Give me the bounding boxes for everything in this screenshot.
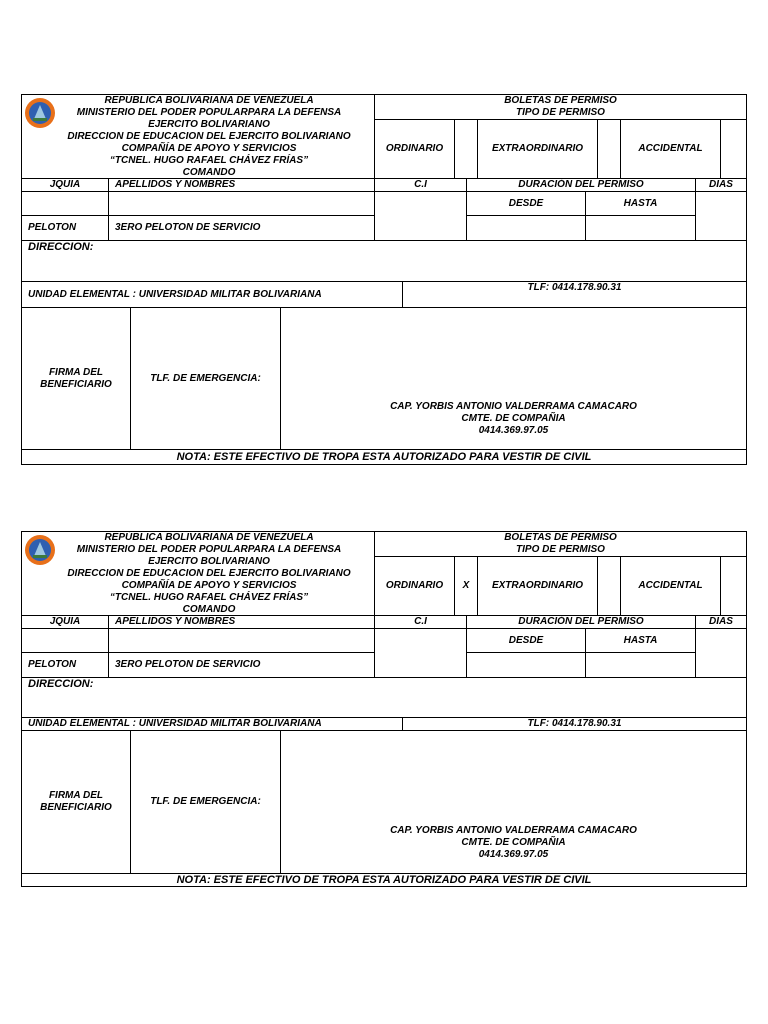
hasta-header: HASTA — [585, 628, 696, 653]
firma-line: FIRMA DEL — [48, 790, 104, 801]
hasta-header: HASTA — [585, 191, 696, 216]
hasta-input[interactable] — [585, 215, 696, 241]
permit-title — [374, 94, 747, 120]
header-line: COMANDO — [182, 166, 236, 178]
ordinario-checkbox[interactable] — [454, 119, 478, 179]
firma-line: BENEFICIARIO — [40, 378, 112, 390]
header-line: EJERCITO BOLIVARIANO — [148, 555, 270, 567]
accidental-checkbox[interactable] — [720, 119, 747, 179]
permit-title-text: BOLETAS DE PERMISO — [504, 532, 617, 543]
firma-beneficiario[interactable] — [21, 307, 131, 450]
commander-signature — [280, 730, 747, 874]
header-line: REPÚBLICA BOLIVARIANA DE VENEZUELA — [104, 94, 314, 106]
extraordinario-checkbox[interactable] — [597, 556, 621, 616]
ci-header: C.I — [374, 178, 467, 192]
apellidos-input[interactable] — [108, 191, 375, 216]
dias-header: DIAS — [695, 178, 747, 192]
jquia-header: JQUIA — [21, 178, 109, 192]
army-shield-icon — [24, 97, 56, 129]
header-block — [21, 531, 375, 616]
accidental-checkbox[interactable] — [720, 556, 747, 616]
commander-phone: 0414.369.97.05 — [478, 849, 549, 860]
direccion-field[interactable]: DIRECCION: — [21, 240, 747, 282]
commander-title: CMTE. DE COMPAÑIA — [461, 413, 566, 424]
desde-header: DESDE — [466, 628, 586, 653]
unidad-elemental: UNIDAD ELEMENTAL : UNIVERSIDAD MILITAR BOLIVARIANA — [21, 281, 403, 308]
ordinario-label: ORDINARIO — [374, 119, 455, 179]
unidad-elemental: UNIDAD ELEMENTAL : UNIVERSIDAD MILITAR BOLIVARIANA — [21, 717, 403, 731]
commander-phone: 0414.369.97.05 — [478, 425, 549, 436]
permit-form-2 — [21, 531, 747, 887]
commander-name: CAP. YORBIS ANTONIO VALDERRAMA CAMACARO — [390, 401, 637, 412]
firma-line: FIRMA DEL — [48, 366, 104, 378]
header-line: COMANDO — [182, 603, 236, 615]
emergencia-field[interactable]: TLF. DE EMERGENCIA: — [130, 307, 281, 450]
jquia-input[interactable] — [21, 628, 109, 653]
header-line: MINISTERIO DEL PODER POPULARPARA LA DEFENSA — [76, 543, 342, 555]
extraordinario-label: EXTRAORDINARIO — [477, 556, 598, 616]
permit-subtitle-text: TIPO DE PERMISO — [516, 544, 605, 555]
header-line: REPÚBLICA BOLIVARIANA DE VENEZUELA — [104, 531, 314, 543]
jquia-header: JQUIA — [21, 615, 109, 629]
accidental-label: ACCIDENTAL — [620, 119, 721, 179]
header-line: EJERCITO BOLIVARIANO — [148, 118, 270, 130]
hasta-input[interactable] — [585, 652, 696, 678]
header-block — [21, 94, 375, 179]
permit-form-1 — [21, 94, 747, 465]
commander-signature — [280, 307, 747, 450]
army-shield-icon — [24, 534, 56, 566]
apellidos-header: APELLIDOS Y NOMBRES — [108, 178, 375, 192]
duracion-header: DURACIÓN DEL PERMISO — [466, 615, 696, 629]
dias-input[interactable] — [695, 191, 747, 241]
desde-input[interactable] — [466, 215, 586, 241]
header-line: DIRECCION DE EDUCACION DEL EJERCITO BOLIVARIANO — [67, 567, 351, 579]
peloton-label: PELOTON — [21, 652, 109, 678]
peloton-value: 3ERO PELOTON DE SERVICIO — [108, 652, 375, 678]
commander-name: CAP. YORBIS ANTONIO VALDERRAMA CAMACARO — [390, 825, 637, 836]
peloton-label: PELOTON — [21, 215, 109, 241]
apellidos-header: APELLIDOS Y NOMBRES — [108, 615, 375, 629]
permit-title — [374, 531, 747, 557]
desde-header: DESDE — [466, 191, 586, 216]
ci-header: C.I — [374, 615, 467, 629]
telefono-unidad: TLF: 0414.178.90.31 — [402, 717, 747, 731]
permit-title-text: BOLETAS DE PERMISO — [504, 95, 617, 106]
accidental-label: ACCIDENTAL — [620, 556, 721, 616]
firma-line: BENEFICIARIO — [40, 802, 112, 813]
ci-input[interactable] — [374, 628, 467, 678]
header-line: “TCNEL. HUGO RAFAEL CHÁVEZ FRÍAS” — [109, 591, 309, 603]
extraordinario-label: EXTRAORDINARIO — [477, 119, 598, 179]
apellidos-input[interactable] — [108, 628, 375, 653]
permit-subtitle-text: TIPO DE PERMISO — [516, 107, 605, 118]
jquia-input[interactable] — [21, 191, 109, 216]
nota: NOTA: ESTE EFECTIVO DE TROPA ESTA AUTORIZADO PARA VESTIR DE CIVIL — [21, 449, 747, 465]
desde-input[interactable] — [466, 652, 586, 678]
header-line: COMPAÑÍA DE APOYO Y SERVICIOS — [121, 142, 297, 154]
direccion-field[interactable]: DIRECCION: — [21, 677, 747, 718]
header-line: COMPAÑÍA DE APOYO Y SERVICIOS — [121, 579, 297, 591]
commander-title: CMTE. DE COMPAÑIA — [461, 837, 566, 848]
header-line: DIRECCION DE EDUCACION DEL EJERCITO BOLIVARIANO — [67, 130, 351, 142]
dias-header: DIAS — [695, 615, 747, 629]
firma-beneficiario[interactable] — [21, 730, 131, 874]
ci-input[interactable] — [374, 191, 467, 241]
telefono-unidad: TLF: 0414.178.90.31 — [402, 281, 747, 308]
header-line: MINISTERIO DEL PODER POPULARPARA LA DEFENSA — [76, 106, 342, 118]
emergencia-field[interactable]: TLF. DE EMERGENCIA: — [130, 730, 281, 874]
ordinario-checkbox[interactable]: X — [454, 556, 478, 616]
peloton-value: 3ERO PELOTON DE SERVICIO — [108, 215, 375, 241]
extraordinario-checkbox[interactable] — [597, 119, 621, 179]
header-line: “TCNEL. HUGO RAFAEL CHÁVEZ FRÍAS” — [109, 154, 309, 166]
ordinario-label: ORDINARIO — [374, 556, 455, 616]
nota: NOTA: ESTE EFECTIVO DE TROPA ESTA AUTORIZADO PARA VESTIR DE CIVIL — [21, 873, 747, 887]
duracion-header: DURACIÓN DEL PERMISO — [466, 178, 696, 192]
dias-input[interactable] — [695, 628, 747, 678]
